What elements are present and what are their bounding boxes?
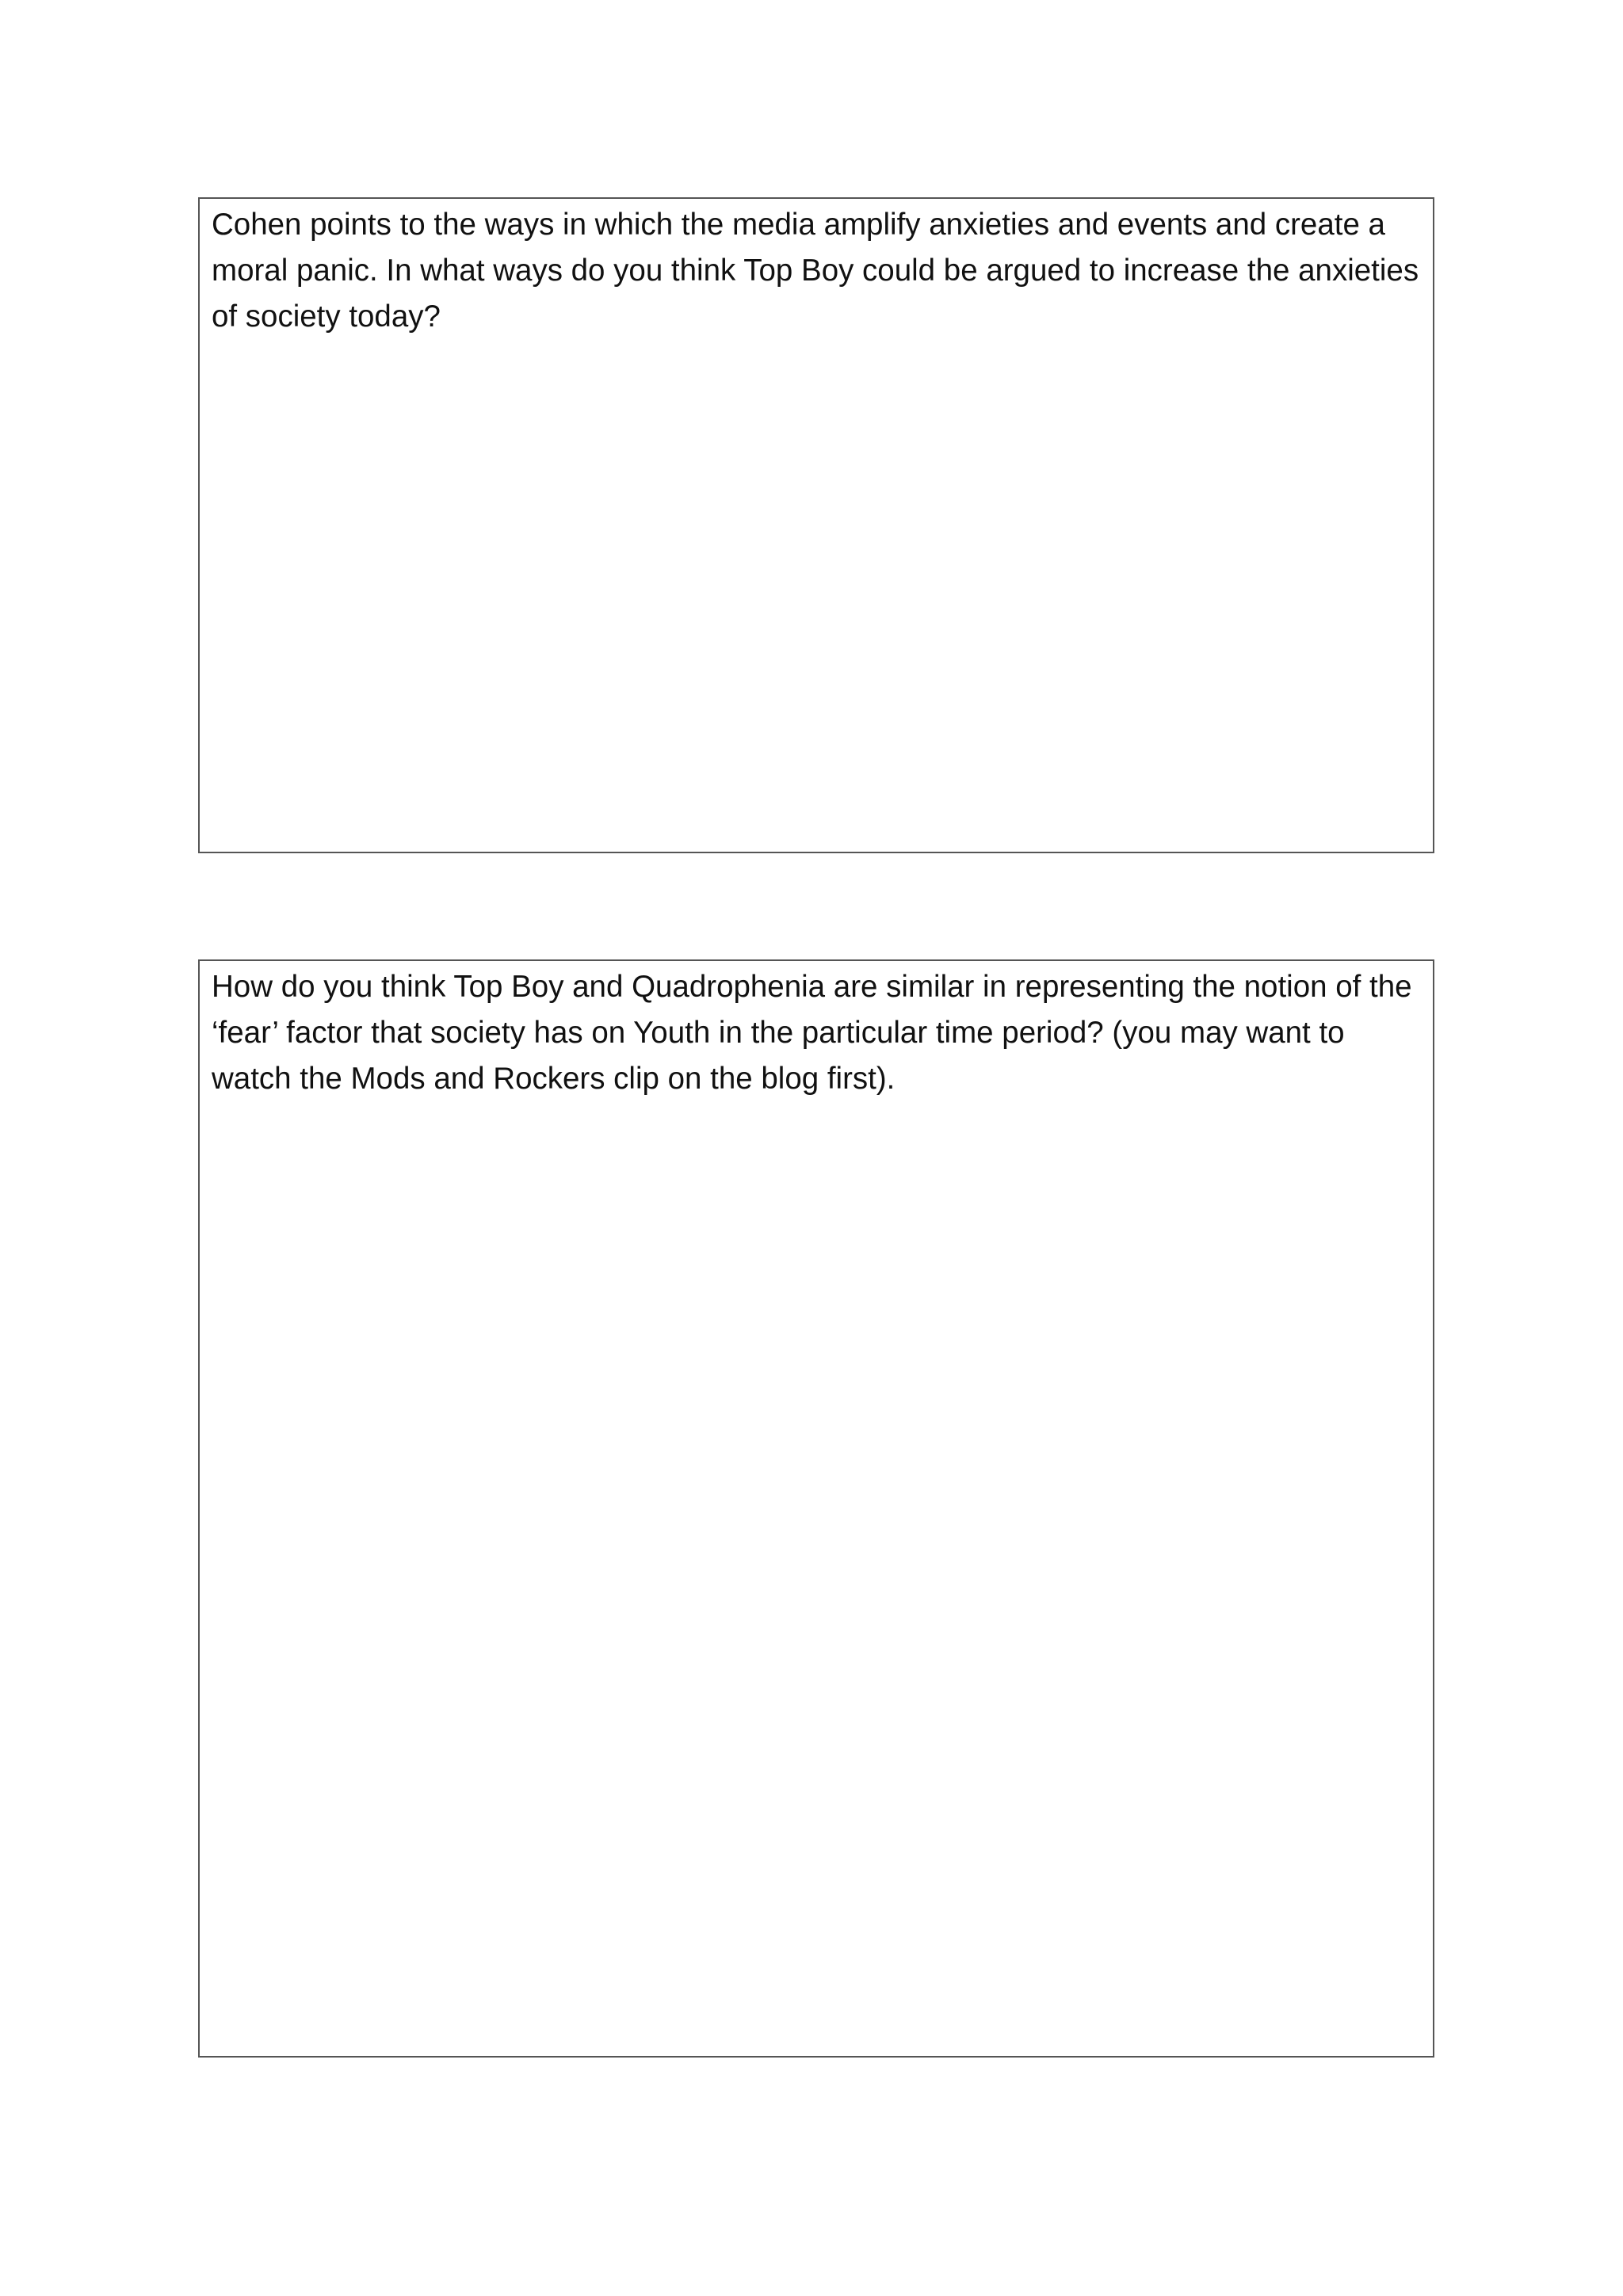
question-2-line-2: ‘fear’ factor that society has on Youth in the particular time period? (you may want to [212, 1016, 1345, 1050]
question-1-line-3: of society today? [212, 299, 441, 334]
question-answer-box-1[interactable] [198, 197, 1434, 853]
question-prompt-1 [212, 202, 1424, 340]
question-1-line-2: moral panic. In what ways do you think Top Boy could be argued to increase the anxieties [212, 254, 1419, 288]
question-2-line-3: watch the Mods and Rockers clip on the blog first). [212, 1062, 896, 1096]
question-2-line-1: How do you think Top Boy and Quadrophenia are similar in representing the notion of the [212, 970, 1412, 1004]
question-answer-box-2[interactable] [198, 959, 1434, 2058]
question-1-line-1: Cohen points to the ways in which the media amplify anxieties and events and create a [212, 208, 1385, 242]
question-prompt-2 [212, 964, 1424, 1102]
